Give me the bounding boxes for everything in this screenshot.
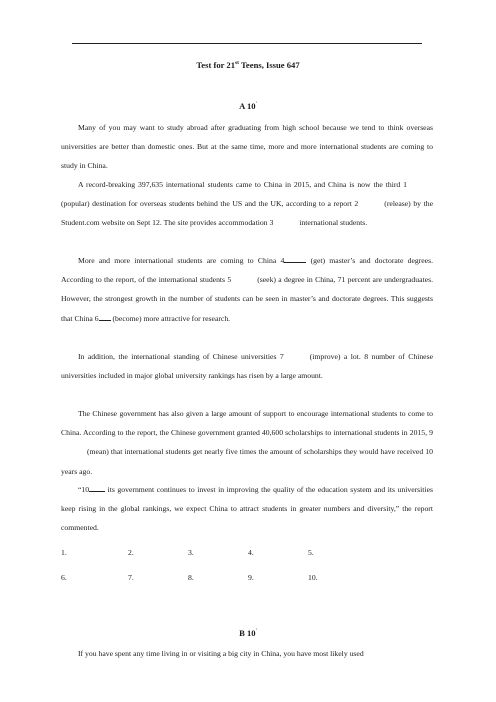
answer-slot-8[interactable]: 8. (188, 573, 194, 582)
paragraph-4 (61, 347, 433, 385)
p3-text-c: (seek) a degree in China, 71 percent are undergraduates. However, the strongest growth in the number of students can be seen in master’s and doctorate degrees. This suggests that China 6 (61, 275, 433, 323)
paragraph-6 (61, 480, 433, 538)
p6-text-a: “10 (78, 485, 90, 494)
p5-text-b: (mean) that international students get nearly five times the amount of scholarships they would have received 10 years ago. (61, 447, 433, 476)
p4-text-c: number of Chinese universities included in major global university rankings has risen by a large amount. (61, 352, 433, 381)
answer-slot-3[interactable]: 3. (188, 548, 194, 557)
p3-text-b: (get) master’s and doctorate degrees. According to the report, of the international students 5 (61, 256, 434, 285)
p2-text-c: (release) by the Student.com website on Sept 12. The site provides accommodation 3 (61, 199, 433, 228)
p2-text-a: A record-breaking 397,635 international students came to China in 2015, and China is now the third 1 (78, 180, 407, 189)
paragraph-1-text: Many of you may want to study abroad after graduating from high school because we tend to think overseas universities are better than domestic ones. But at the same time, more and more international students are coming to study in China. (61, 123, 433, 171)
paragraph-5 (61, 404, 433, 481)
paragraph-b-1 (61, 644, 433, 664)
answer-slot-9[interactable]: 9. (248, 573, 254, 582)
top-rule (72, 43, 422, 44)
answer-slot-10[interactable]: 10. (308, 573, 318, 582)
blank-6[interactable] (99, 311, 111, 321)
section-a-heading (0, 101, 496, 111)
paragraph-1 (61, 118, 433, 176)
p6-text-b: its government continues to invest in improving the quality of the education system and its universities keep rising in the global rankings, we expect China to attract students in greater numbers and diversity,” the report commented. (61, 485, 433, 533)
paragraph-3 (61, 251, 433, 328)
section-b-mark: ' (255, 629, 257, 635)
p4-text-b: (improve) a lot. 8 (309, 352, 369, 361)
blank-10[interactable] (89, 482, 105, 492)
section-a-label: A 10 (239, 101, 256, 111)
document-title (0, 60, 496, 70)
answer-slot-2[interactable]: 2. (128, 548, 134, 557)
answer-slot-6[interactable]: 6. (61, 573, 67, 582)
title-text: Test for 21 (196, 60, 236, 70)
paragraph-2 (61, 175, 433, 233)
answer-slot-1[interactable]: 1. (61, 548, 67, 557)
section-a-mark: ' (255, 102, 257, 108)
title-issue: Teens, Issue 647 (239, 60, 300, 70)
p4-text-a: In addition, the international standing of Chinese universities 7 (78, 352, 284, 361)
blank-4[interactable] (284, 253, 306, 263)
title-superscript: st (235, 60, 239, 67)
p5-text-a: The Chinese government has also given a large amount of support to encourage international students to come to China. According to the report, the Chinese government granted 40,600 scholarships to international students in 2015, 9 (61, 409, 433, 438)
answer-slot-4[interactable]: 4. (248, 548, 254, 557)
section-b-heading (0, 628, 496, 638)
p2-text-b: (popular) destination for overseas students behind the US and the UK, according to a report 2 (61, 199, 359, 209)
p3-text-d: (become) more attractive for research. (112, 313, 231, 323)
p2-text-d: international students. (299, 218, 368, 228)
answer-slot-7[interactable]: 7. (128, 573, 134, 582)
p3-text-a: More and more international students are coming to China 4 (78, 256, 285, 265)
answer-slot-5[interactable]: 5. (308, 548, 314, 557)
section-b-label: B 10 (239, 628, 256, 638)
paragraph-b-1-text: If you have spent any time living in or visiting a big city in China, you have most likely used (78, 649, 364, 658)
